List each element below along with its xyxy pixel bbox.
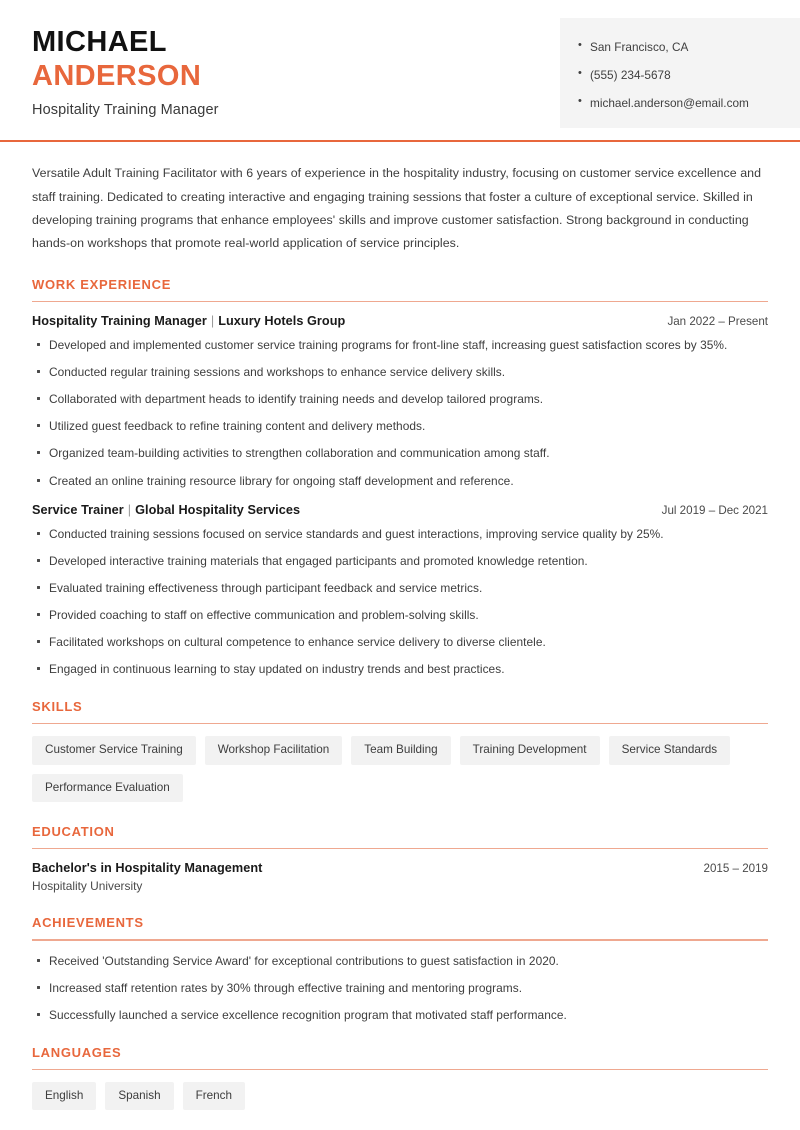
language-tag: Spanish — [105, 1082, 173, 1110]
list-item: Developed and implemented customer service training programs for front-line staff, increasing guest satisfaction scores by 35%. — [32, 337, 768, 353]
section-education — [32, 824, 768, 894]
job-bullets — [32, 526, 768, 677]
section-divider — [32, 939, 768, 941]
list-item: Increased staff retention rates by 30% through effective training and mentoring programs. — [32, 980, 768, 996]
skill-tag: Performance Evaluation — [32, 774, 183, 802]
contact-phone: • (555) 234-5678 — [578, 68, 786, 82]
job-company: Luxury Hotels Group — [218, 314, 346, 329]
section-title-education: EDUCATION — [32, 823, 115, 839]
education-entry — [32, 861, 768, 893]
section-title-skills: SKILLS — [32, 698, 83, 714]
skill-tag: Customer Service Training — [32, 736, 196, 764]
professional-summary: Versatile Adult Training Facilitator with 6 years of experience in the hospitality industry, focusing on customer service excellence and staff training. Dedicated to creating interactive and engaging training sessions that foster a culture of exceptional service. Skilled in developing training programs that enhance employees' skills and improve customer satisfaction. Strong background in conducting hands-on workshops that promote real-world application of service principles. — [32, 166, 762, 250]
section-title-work-experience: WORK EXPERIENCE — [32, 276, 172, 292]
section-divider — [32, 1069, 768, 1071]
language-tag: French — [183, 1082, 245, 1110]
job-separator: | — [210, 314, 215, 329]
language-tag: English — [32, 1082, 96, 1110]
job-header — [32, 314, 768, 328]
list-item: Conducted training sessions focused on service standards and guest interactions, improving service quality by 25%. — [32, 526, 768, 542]
job-header — [32, 503, 768, 517]
section-divider — [32, 723, 768, 725]
list-item: Utilized guest feedback to refine training content and delivery methods. — [32, 418, 768, 434]
degree-title: Bachelor's in Hospitality Management — [32, 861, 263, 876]
name-first: MICHAEL — [32, 26, 167, 58]
contact-location: • San Francisco, CA — [578, 40, 786, 54]
section-languages — [32, 1045, 768, 1111]
job-entry — [32, 503, 768, 677]
resume-content — [0, 162, 800, 1110]
section-work-experience — [32, 277, 768, 677]
school-name: Hospitality University — [32, 879, 143, 894]
section-skills — [32, 699, 768, 802]
achievements-list — [32, 953, 768, 1023]
job-company: Global Hospitality Services — [135, 502, 301, 517]
job-role: Service Trainer — [32, 502, 124, 517]
education-date: 2015 – 2019 — [703, 862, 768, 876]
contact-email: • michael.anderson@email.com — [578, 96, 786, 110]
job-date: Jan 2022 – Present — [667, 315, 768, 329]
skill-tag: Service Standards — [609, 736, 731, 764]
resume-header — [0, 0, 800, 128]
job-separator: | — [127, 502, 132, 517]
job-title-company — [32, 503, 300, 517]
skills-tag-list — [32, 736, 768, 801]
job-bullets — [32, 337, 768, 488]
list-item: Collaborated with department heads to identify training needs and develop tailored programs. — [32, 391, 768, 407]
header-divider — [0, 140, 800, 142]
list-item: Created an online training resource library for ongoing staff development and reference. — [32, 473, 768, 489]
job-role: Hospitality Training Manager — [32, 314, 207, 329]
skill-tag: Team Building — [351, 736, 450, 764]
list-item: Conducted regular training sessions and workshops to enhance service delivery skills. — [32, 364, 768, 380]
contact-info-box — [560, 18, 800, 128]
section-title-languages: LANGUAGES — [32, 1044, 122, 1060]
list-item: Facilitated workshops on cultural competence to enhance service delivery to diverse clientele. — [32, 634, 768, 650]
page-title: Hospitality Training Manager — [32, 102, 219, 119]
list-item: Received 'Outstanding Service Award' for exceptional contributions to guest satisfaction in 2020. — [32, 953, 768, 969]
name-last: ANDERSON — [32, 59, 202, 92]
contact-list — [578, 40, 786, 110]
list-item: Organized team-building activities to strengthen collaboration and communication among staff. — [32, 445, 768, 461]
section-title-achievements: ACHIEVEMENTS — [32, 915, 144, 931]
job-entry — [32, 314, 768, 488]
list-item: Evaluated training effectiveness through participant feedback and service metrics. — [32, 580, 768, 596]
section-divider — [32, 848, 768, 850]
list-item: Successfully launched a service excellence recognition program that motivated staff performance. — [32, 1007, 768, 1023]
list-item: Provided coaching to staff on effective communication and problem-solving skills. — [32, 607, 768, 623]
job-title-company — [32, 314, 345, 328]
section-divider — [32, 301, 768, 303]
section-achievements — [32, 915, 768, 1023]
job-date: Jul 2019 – Dec 2021 — [661, 503, 768, 517]
list-item: Engaged in continuous learning to stay updated on industry trends and best practices. — [32, 661, 768, 677]
header-identity — [0, 0, 219, 118]
languages-tag-list — [32, 1082, 768, 1110]
skill-tag: Workshop Facilitation — [205, 736, 343, 764]
list-item: Developed interactive training materials that engaged participants and promoted knowledge retention. — [32, 553, 768, 569]
education-header — [32, 861, 768, 875]
skill-tag: Training Development — [460, 736, 600, 764]
